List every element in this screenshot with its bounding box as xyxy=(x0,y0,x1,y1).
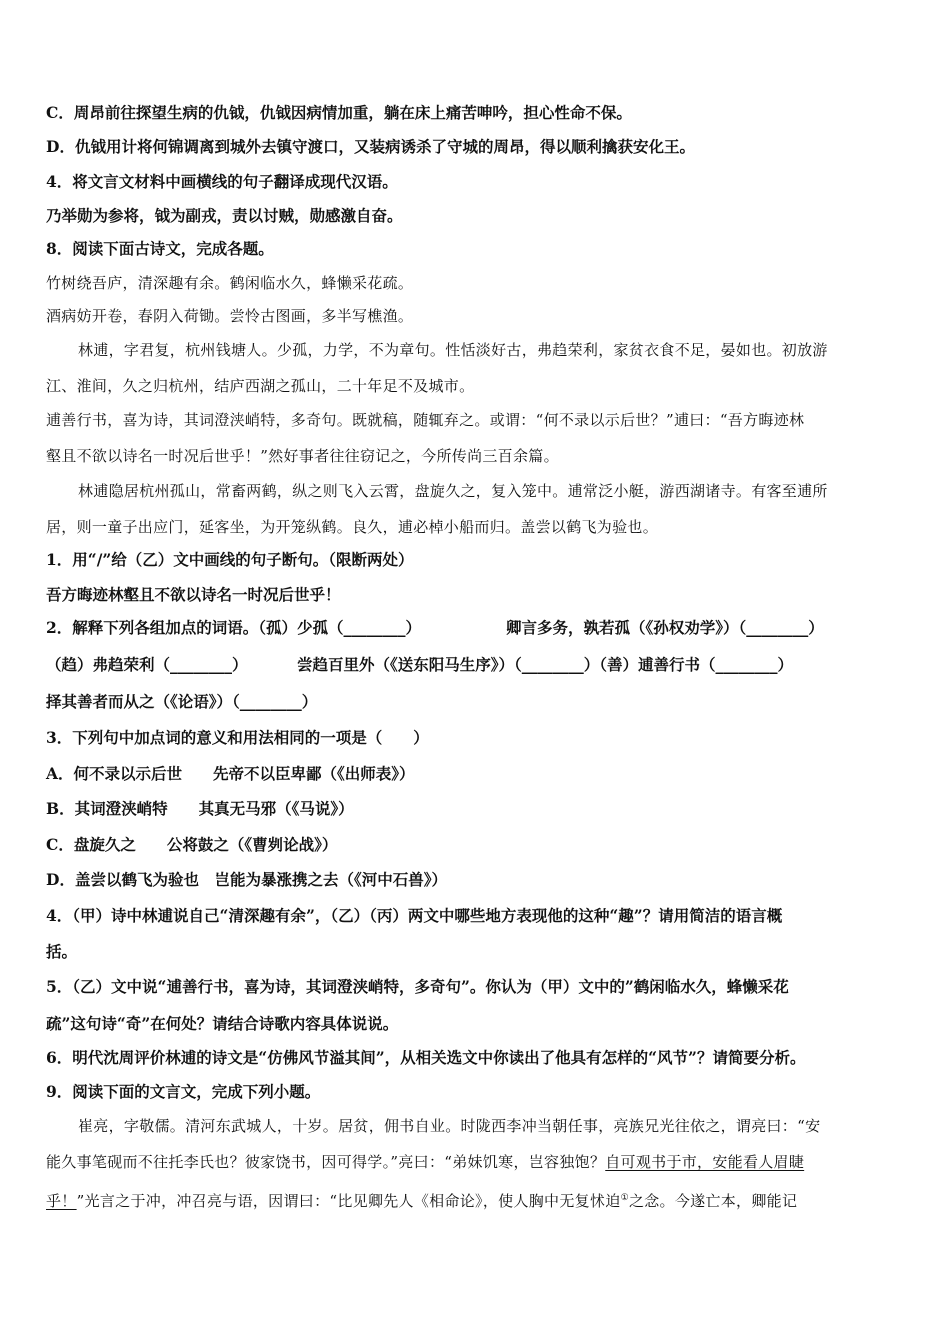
subquestion-5-line-2: 疏”这句诗“奇”在何处？请结合诗歌内容具体说说。 xyxy=(46,1014,399,1033)
option-c: C．周昂前往探望生病的仇钺，仇钺因病情加重，躺在床上痛苦呻吟，担心性命不保。 xyxy=(46,103,632,122)
subquestion-2-part-2: 卿言多务，孰若孤（《孙权劝学》）（________） xyxy=(506,618,824,637)
subquestion-6: 6．明代沈周评价林逋的诗文是“仿佛风节溢其间”，从相关选文中你读出了他具有怎样的“风节”？请简要分析。 xyxy=(46,1048,806,1067)
passage-c-line-1: 林逋隐居杭州孤山，常畜两鹤，纵之则飞入云霄，盘旋久之，复入笼中。逋常泛小艇，游西湖诸寺。有客至逋所 xyxy=(78,482,828,500)
question-8-heading: 8．阅读下面古诗文，完成各题。 xyxy=(46,239,274,258)
passage-b-line-1: 林逋，字君复，杭州钱塘人。少孤，力学，不为章句。性恬淡好古，弗趋荣利，家贫衣食不足，晏如也。初放游 xyxy=(78,341,828,359)
subquestion-1-sentence: 吾方晦迹林壑且不欲以诗名一时况后世乎！ xyxy=(46,585,341,604)
passage-9-line-3 xyxy=(46,1188,797,1211)
subquestion-3-option-c: C．盘旋久之 公将鼓之（《曹刿论战》） xyxy=(46,835,338,854)
poem-line-1: 竹树绕吾庐，清深趣有余。鹤闲临水久，蜂懒采花疏。 xyxy=(46,274,414,292)
subquestion-4-line-1: 4．（甲）诗中林逋说自己“清深趣有余”，（乙）（丙）两文中哪些地方表现他的这种“趣”？请用简洁的语言概 xyxy=(46,906,783,925)
option-d: D．仇钺用计将何锦调离到城外去镇守渡口，又装病诱杀了守城的周昂，得以顺利擒获安化王。 xyxy=(46,137,695,156)
passage-c-line-2: 居，则一童子出应门，延客坐，为开笼纵鹤。良久，逋必棹小船而归。盖尝以鹤飞为验也。 xyxy=(46,518,659,536)
passage-9-text: ”光言之于冲，冲召亮与语，因谓曰：“比见卿先人《相命论》，使人胸中无复怵迫 xyxy=(76,1192,621,1210)
underlined-sentence: 自可观书于市，安能看人眉睫 xyxy=(605,1153,805,1171)
subquestion-3: 3．下列句中加点词的意义和用法相同的一项是（ ） xyxy=(46,728,429,747)
subquestion-3-option-d: D．盖尝以鹤飞为验也 岂能为暴涨携之去（《河中石兽》） xyxy=(46,870,447,889)
passage-9-text: 之念。今遂亡本，卿能记 xyxy=(628,1192,798,1210)
passage-b-line-4: 壑且不欲以诗名一时况后世乎！”然好事者往往窃记之，今所传尚三百余篇。 xyxy=(46,447,559,465)
footnote-marker: ① xyxy=(620,1193,629,1203)
subquestion-2-part-1: 2．解释下列各组加点的词语。（孤）少孤（________） xyxy=(46,618,422,637)
poem-line-2: 酒病妨开卷，春阴入荷锄。尝怜古图画，多半写樵渔。 xyxy=(46,307,414,325)
subquestion-1: 1．用“/”给（乙）文中画线的句子断句。（限断两处） xyxy=(46,550,414,569)
subquestion-5-line-1: 5．（乙）文中说“逋善行书，喜为诗，其词澄浃峭特，多奇句”。你认为（甲）文中的”鹤闲临水久，蜂懒采花 xyxy=(46,977,789,996)
subquestion-2-part-3: （趋）弗趋荣利（________） xyxy=(46,655,248,674)
passage-9-text: 能久事笔砚而不往托李氏也？彼家饶书，因可得学。”亮曰：“弟妹饥寒，岂容独饱？ xyxy=(46,1153,606,1171)
passage-b-line-3: 逋善行书，喜为诗，其词澄浃峭特，多奇句。既就稿，随辄弃之。或谓：“何不录以示后世？”逋曰：“吾方晦迹林 xyxy=(46,411,805,429)
subquestion-4-line-2: 括。 xyxy=(46,942,78,961)
question-9-heading: 9．阅读下面的文言文，完成下列小题。 xyxy=(46,1082,321,1101)
passage-9-line-1: 崔亮，字敬儒。清河东武城人，十岁。居贫，佣书自业。时陇西李冲当朝任事，亮族兄光往依之，谓亮曰：“安 xyxy=(78,1117,821,1135)
subquestion-2-part-4: 尝趋百里外（《送东阳马生序》）（________）（善）逋善行书（________） xyxy=(297,655,794,674)
underlined-sentence-end: 乎！ xyxy=(46,1192,77,1210)
passage-9-line-2 xyxy=(46,1152,804,1172)
subquestion-3-option-b: B．其词澄浃峭特 其真无马邪（《马说》） xyxy=(46,799,354,818)
question-4-sentence: 乃举勋为参将，钺为副戎，责以讨贼，勋感激自奋。 xyxy=(46,206,403,225)
subquestion-2-part-5: 择其善者而从之（《论语》）（________） xyxy=(46,692,318,711)
subquestion-3-option-a: A．何不录以示后世 先帝不以臣卑鄙（《出师表》） xyxy=(46,764,415,783)
question-4-heading: 4．将文言文材料中画横线的句子翻译成现代汉语。 xyxy=(46,172,398,191)
passage-b-line-2: 江、淮间，久之归杭州，结庐西湖之孤山，二十年足不及城市。 xyxy=(46,377,475,395)
